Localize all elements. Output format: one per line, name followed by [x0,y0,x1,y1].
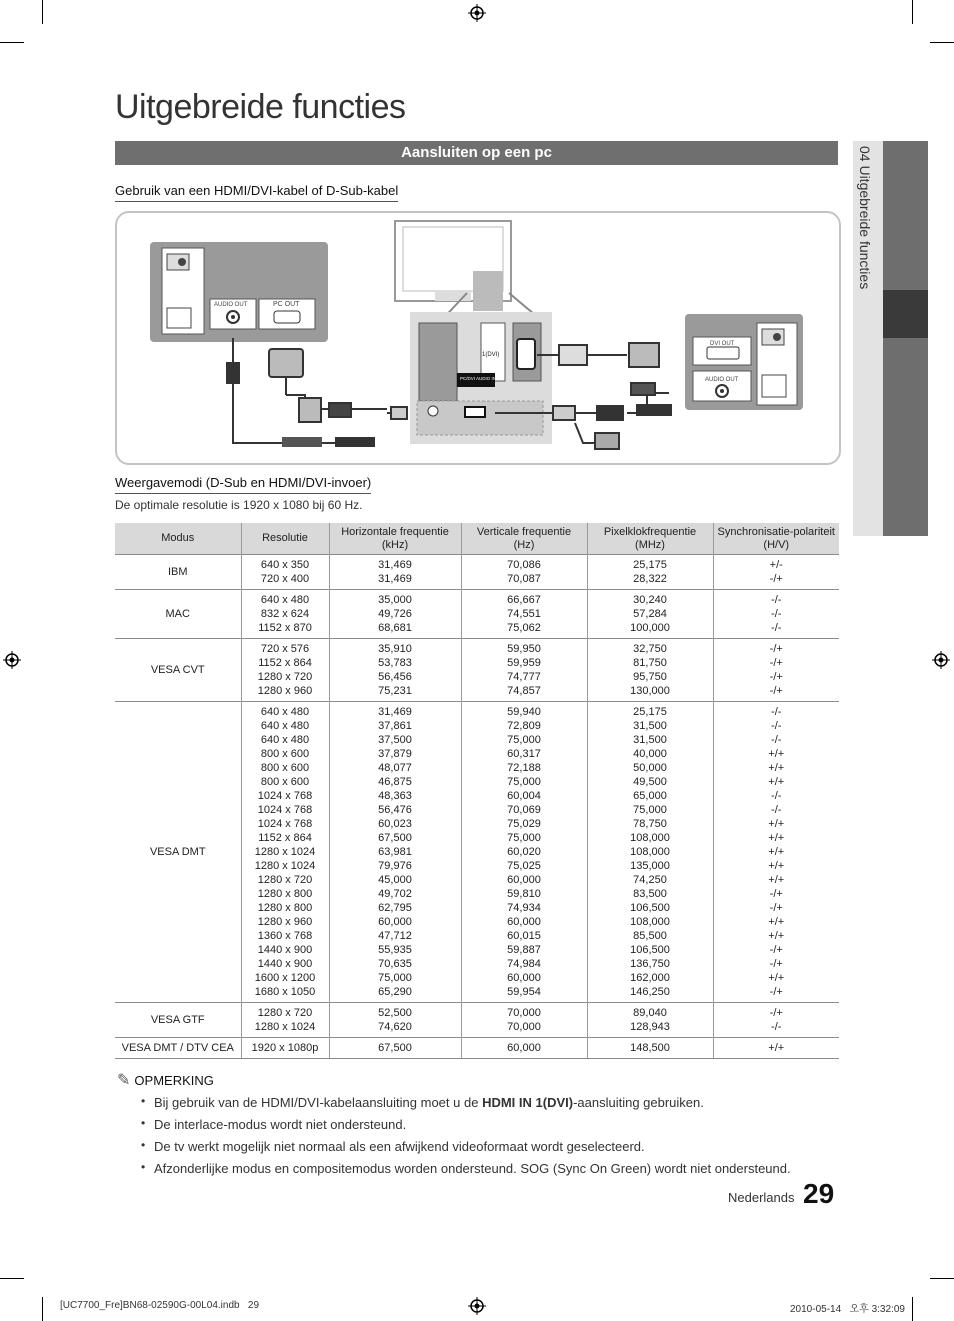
pc-out-label: PC OUT [273,301,300,308]
registration-mark-icon [468,1297,486,1315]
registration-mark-icon [3,651,21,669]
connection-subheading: Gebruik van een HDMI/DVI-kabel of D-Sub-kabel [115,183,398,202]
resolution-cell: 1920 x 1080p [241,1038,329,1059]
sync-cell: -/+ -/+ -/+ -/+ [713,639,839,702]
crop-mark [0,42,24,43]
list-item: • Afzonderlijke modus en compositemodus worden ondersteund. SOG (Sync On Green) wordt niet ondersteund. [139,1159,791,1181]
hfreq-cell: 35,910 53,783 56,456 75,231 [329,639,461,702]
mode-cell: IBM [115,555,241,590]
sync-cell: +/- -/+ [713,555,839,590]
table-row [115,1038,839,1059]
chapter-tab-label: 04 Uitgebreide functies [857,146,873,290]
pixelclock-cell: 32,750 81,750 95,750 130,000 [587,639,713,702]
table-row [115,702,839,1003]
table-row [115,555,839,590]
table-row [115,590,839,639]
note-heading [117,1070,214,1090]
pixelclock-cell: 148,500 [587,1038,713,1059]
resolution-cell: 640 x 480 832 x 624 1152 x 870 [241,590,329,639]
vfreq-cell: 70,000 70,000 [461,1003,587,1038]
column-header: Horizontale frequentie (kHz) [329,523,461,555]
pixelclock-cell: 30,240 57,284 100,000 [587,590,713,639]
crop-mark [42,1297,43,1321]
hfreq-cell: 35,000 49,726 68,681 [329,590,461,639]
hfreq-cell: 67,500 [329,1038,461,1059]
page-number: 29 [803,1178,835,1209]
crop-mark [0,1278,24,1279]
crop-mark [930,42,954,43]
hfreq-cell: 31,469 37,861 37,500 37,879 48,077 46,875 48,363 56,476 60,023 67,500 63,981 79,976 45,000 49,702 62,795 60,000 47,712 55,935 70,635 75,000 65,290 [329,702,461,1003]
vfreq-cell: 66,667 74,551 75,062 [461,590,587,639]
vfreq-cell: 59,940 72,809 75,000 60,317 72,188 75,000 60,004 70,069 75,029 75,000 60,020 75,025 60,000 59,810 74,934 60,000 60,015 59,887 74,984 60,000 59,954 [461,702,587,1003]
sync-cell: +/+ [713,1038,839,1059]
footer-file-info: [UC7700_Fre]BN68-02590G-00L04.indb 29 [60,1300,260,1311]
footer-timestamp: 2010-05-14 오후 3:32:09 [790,1304,905,1315]
pixelclock-cell: 25,175 28,322 [587,555,713,590]
hfreq-cell: 31,469 31,469 [329,555,461,590]
mode-cell: VESA GTF [115,1003,241,1038]
note-heading-label: OPMERKING [134,1073,214,1088]
audio-plug [282,437,322,447]
column-header: Resolutie [241,523,329,555]
sync-cell: -/- -/- -/- +/+ +/+ +/+ -/- -/- +/+ +/+ +/+ +/+ +/+ -/+ -/+ +/+ +/+ -/+ -/+ +/+ -/+ [713,702,839,1003]
dvi-out-label: DVI OUT [710,341,735,347]
pc-panel-left [150,242,328,342]
registration-mark-icon [468,4,486,22]
vfreq-cell: 60,000 [461,1038,587,1059]
mode-cell: VESA DMT [115,702,241,1003]
column-header: Verticale frequentie (Hz) [461,523,587,555]
table-row [115,1003,839,1038]
audio-plug [335,437,375,447]
resolution-cell: 720 x 576 1152 x 864 1280 x 720 1280 x 960 [241,639,329,702]
audio-out-label-right: AUDIO OUT [705,377,739,383]
column-header: Modus [115,523,241,555]
crop-mark [930,1278,954,1279]
language-label: Nederlands [728,1190,795,1205]
hdmi-dvi-cable [537,343,659,367]
sync-cell: -/- -/- -/- [713,590,839,639]
optimal-resolution-text: De optimale resolutie is 1920 x 1080 bij 60 Hz. [115,498,363,512]
pencil-note-icon: ✎ [117,1072,131,1089]
crop-mark [912,1297,913,1321]
page-title: Uitgebreide functies [115,88,406,126]
table-row [115,639,839,702]
chapter-tab-marker [883,290,928,338]
vfreq-cell: 59,950 59,959 74,777 74,857 [461,639,587,702]
notes-list [139,1093,791,1181]
list-item: • De tv werkt mogelijk niet normaal als een afwijkend videoformaat wordt geselecteerd. [139,1137,791,1159]
connection-diagram [115,211,841,465]
display-modes-table [115,523,839,1059]
resolution-cell: 640 x 480 640 x 480 640 x 480 800 x 600 800 x 600 800 x 600 1024 x 768 1024 x 768 1024 x 768 1152 x 864 1280 x 1024 1280 x 1024 1280 x 720 1280 x 800 1280 x 800 1280 x 960 1360 x 768 1440 x 900 1440 x 900 1600 x 1200 1680 x 1050 [241,702,329,1003]
resolution-cell: 1280 x 720 1280 x 1024 [241,1003,329,1038]
chapter-tab-strip [883,141,928,536]
hfreq-cell: 52,500 74,620 [329,1003,461,1038]
audio-out-label: AUDIO OUT [214,302,248,308]
vfreq-cell: 70,086 70,087 [461,555,587,590]
crop-mark [912,0,913,24]
resolution-cell: 640 x 350 720 x 400 [241,555,329,590]
pixelclock-cell: 25,175 31,500 31,500 40,000 50,000 49,500 65,000 75,000 78,750 108,000 108,000 135,000 74,250 83,500 106,500 108,000 85,500 106,500 136,750 162,000 146,250 [587,702,713,1003]
pixelclock-cell: 89,040 128,943 [587,1003,713,1038]
pc-dvi-audio-in-label: PC/DVI AUDIO IN [460,376,497,381]
mode-cell: VESA DMT / DTV CEA [115,1038,241,1059]
mode-cell: MAC [115,590,241,639]
mode-cell: VESA CVT [115,639,241,702]
crop-mark [42,0,43,24]
tv-dvi-port-label: 1(DVI) [482,352,500,358]
dsub-cable [269,349,387,422]
modes-subheading: Weergavemodi (D-Sub en HDMI/DVI-invoer) [115,475,371,494]
tv [395,221,511,311]
section-header: Aansluiten op een pc [115,141,838,165]
sync-cell: -/+ -/- [713,1003,839,1038]
list-item: • Bij gebruik van de HDMI/DVI-kabelaansluiting moet u de HDMI IN 1(DVI)-aansluiting gebruiken. [139,1093,791,1115]
column-header: Pixelklokfrequentie (MHz) [587,523,713,555]
table-header-row [115,523,839,555]
registration-mark-icon [932,651,950,669]
column-header: Synchronisatie-polariteit (H/V) [713,523,839,555]
list-item: • De interlace-modus wordt niet ondersteund. [139,1115,791,1137]
pc-panel-right [685,314,803,410]
